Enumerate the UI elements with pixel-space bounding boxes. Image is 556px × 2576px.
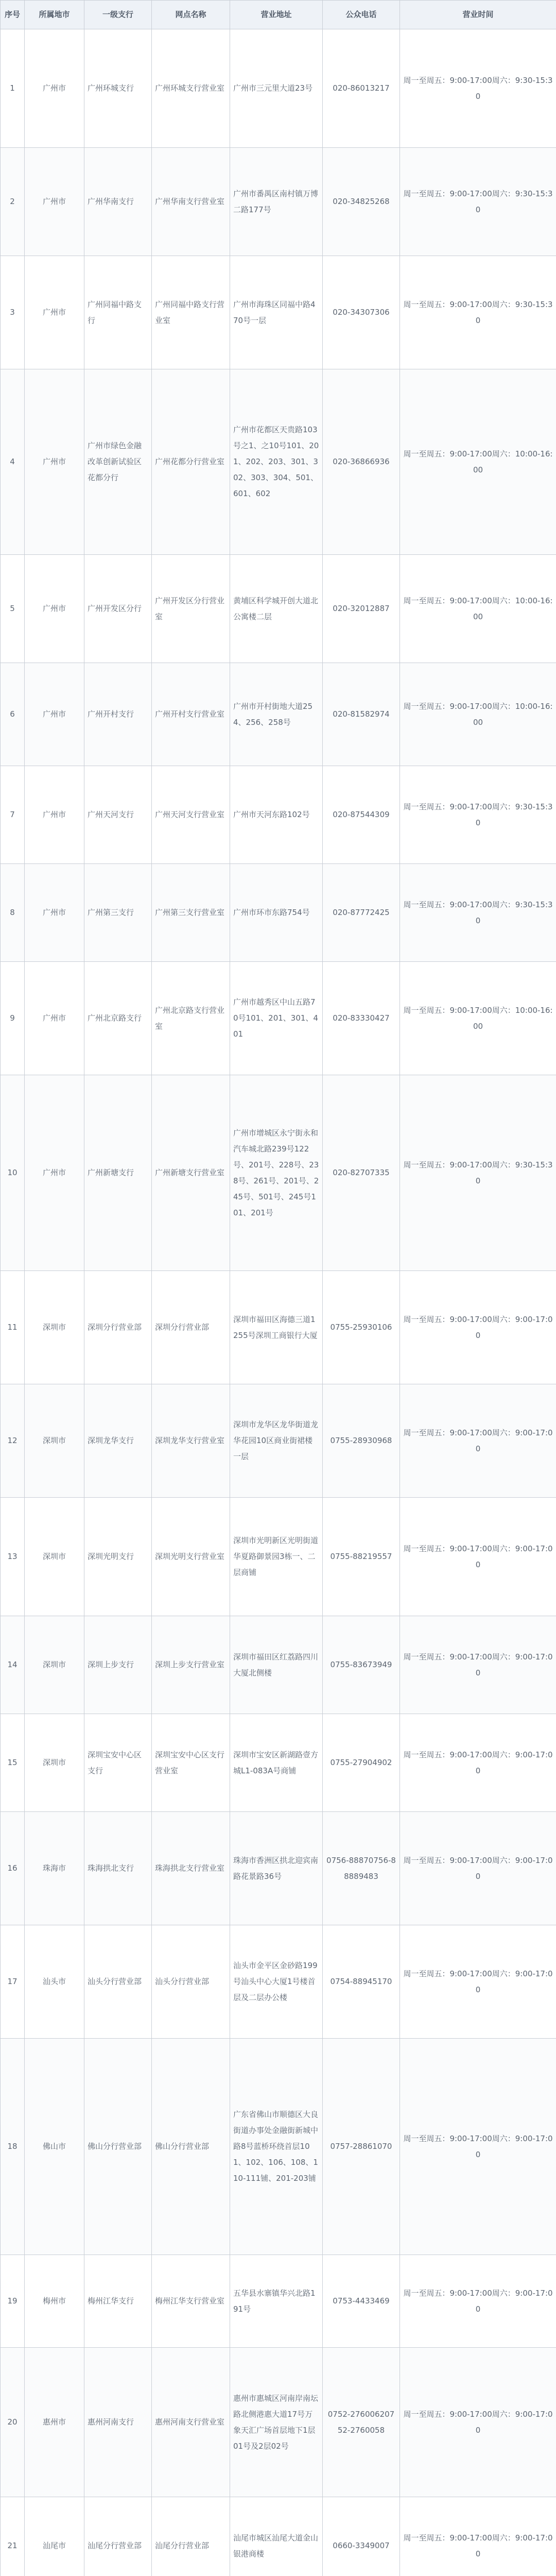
row-branch: 深圳光明支行 — [84, 1498, 152, 1616]
row-phone: 0755-27904902 — [323, 1714, 400, 1812]
row-city: 广州市 — [25, 663, 84, 766]
row-branch: 深圳上步支行 — [84, 1616, 152, 1714]
row-outlet: 广州开村支行营业室 — [152, 663, 230, 766]
row-address: 广州市增城区永宁街永和汽车城北路239号122号、201号、228号、238号、261号、201号、245号、501号、245号101、201号 — [230, 1075, 323, 1271]
row-number: 19 — [1, 2255, 25, 2348]
row-number: 10 — [1, 1075, 25, 1271]
row-number: 9 — [1, 962, 25, 1075]
row-city: 广州市 — [25, 1075, 84, 1271]
table-header-row — [1, 1, 556, 29]
row-outlet: 深圳龙华支行营业室 — [152, 1384, 230, 1498]
row-branch: 广州北京路支行 — [84, 962, 152, 1075]
row-phone: 020-83330427 — [323, 962, 400, 1075]
row-address: 深圳市福田区红荔路四川大厦北侧楼 — [230, 1616, 323, 1714]
row-hours: 周一至周五：9:00-17:00周六：9:30-15:30 — [400, 29, 556, 148]
table-row — [1, 962, 556, 1075]
row-phone: 020-87772425 — [323, 864, 400, 962]
row-number: 1 — [1, 29, 25, 148]
row-branch: 广州市绿色金融改革创新试验区花都分行 — [84, 369, 152, 555]
header-city: 所属地市 — [25, 1, 84, 29]
row-hours: 周一至周五：9:00-17:00周六：9:30-15:30 — [400, 1075, 556, 1271]
row-address: 深圳市光明新区光明街道华夏路御景园3栋一、二层商铺 — [230, 1498, 323, 1616]
row-address: 珠海市香洲区拱北迎宾南路花景路36号 — [230, 1812, 323, 1925]
row-phone: 020-86013217 — [323, 29, 400, 148]
row-phone: 0756-88870756-88889483 — [323, 1812, 400, 1925]
row-branch: 广州第三支行 — [84, 864, 152, 962]
row-branch: 梅州江华支行 — [84, 2255, 152, 2348]
row-hours: 周一至周五：9:00-17:00周六：9:00-17:00 — [400, 1384, 556, 1498]
row-number: 15 — [1, 1714, 25, 1812]
row-hours: 周一至周五：9:00-17:00周六：9:00-17:00 — [400, 2255, 556, 2348]
table-row — [1, 2497, 556, 2576]
row-hours: 周一至周五：9:00-17:00周六：9:00-17:00 — [400, 1616, 556, 1714]
row-branch: 汕头分行营业部 — [84, 1925, 152, 2039]
row-phone: 0753-4433469 — [323, 2255, 400, 2348]
row-address: 广州市环市东路754号 — [230, 864, 323, 962]
row-number: 12 — [1, 1384, 25, 1498]
row-city: 深圳市 — [25, 1384, 84, 1498]
row-outlet: 广州花都分行营业室 — [152, 369, 230, 555]
row-hours: 周一至周五：9:00-17:00周六：9:30-15:30 — [400, 864, 556, 962]
row-phone: 020-34307306 — [323, 256, 400, 369]
row-hours: 周一至周五：9:00-17:00周六：9:30-15:30 — [400, 256, 556, 369]
row-outlet: 汕头分行营业部 — [152, 1925, 230, 2039]
row-branch: 广州同福中路支行 — [84, 256, 152, 369]
header-hours: 营业时间 — [400, 1, 556, 29]
row-outlet: 广州同福中路支行营业室 — [152, 256, 230, 369]
row-number: 11 — [1, 1271, 25, 1384]
row-phone: 020-87544309 — [323, 766, 400, 864]
row-branch: 深圳宝安中心区支行 — [84, 1714, 152, 1812]
row-hours: 周一至周五：9:00-17:00周六：9:00-17:00 — [400, 1271, 556, 1384]
row-address: 五华县水寨镇华兴北路191号 — [230, 2255, 323, 2348]
row-city: 珠海市 — [25, 1812, 84, 1925]
row-hours: 周一至周五：9:00-17:00周六：9:00-17:00 — [400, 2039, 556, 2255]
row-outlet: 广州开发区分行营业室 — [152, 555, 230, 663]
header-outlet: 网点名称 — [152, 1, 230, 29]
table-row — [1, 864, 556, 962]
row-city: 广州市 — [25, 256, 84, 369]
row-city: 广州市 — [25, 148, 84, 256]
row-city: 广州市 — [25, 29, 84, 148]
row-city: 汕头市 — [25, 1925, 84, 2039]
row-outlet: 惠州河南支行营业室 — [152, 2348, 230, 2497]
row-hours: 周一至周五：9:00-17:00周六：9:30-15:30 — [400, 148, 556, 256]
header-no: 序号 — [1, 1, 25, 29]
table-row — [1, 663, 556, 766]
row-branch: 广州新塘支行 — [84, 1075, 152, 1271]
row-city: 梅州市 — [25, 2255, 84, 2348]
table-row — [1, 2255, 556, 2348]
row-city: 深圳市 — [25, 1714, 84, 1812]
row-branch: 广州开村支行 — [84, 663, 152, 766]
row-city: 广州市 — [25, 962, 84, 1075]
row-number: 6 — [1, 663, 25, 766]
row-hours: 周一至周五：9:00-17:00周六：10:00-16:00 — [400, 663, 556, 766]
row-city: 广州市 — [25, 369, 84, 555]
row-outlet: 广州华南支行营业室 — [152, 148, 230, 256]
row-city: 广州市 — [25, 555, 84, 663]
row-phone: 020-34825268 — [323, 148, 400, 256]
row-address: 广州市三元里大道23号 — [230, 29, 323, 148]
row-outlet: 深圳分行营业部 — [152, 1271, 230, 1384]
table-row — [1, 1925, 556, 2039]
header-phone: 公众电话 — [323, 1, 400, 29]
row-hours: 周一至周五：9:00-17:00周六：9:00-17:00 — [400, 2348, 556, 2497]
row-number: 20 — [1, 2348, 25, 2497]
row-address: 深圳市福田区海德三道1255号深圳工商银行大厦 — [230, 1271, 323, 1384]
table-row — [1, 1714, 556, 1812]
row-phone: 020-81582974 — [323, 663, 400, 766]
row-outlet: 汕尾分行营业部 — [152, 2497, 230, 2576]
row-address: 广东省佛山市顺德区大良街道办事处金融街新城中路8号蓝桥环绕首层101、102、106、108、110-111铺、201-203铺 — [230, 2039, 323, 2255]
table-row — [1, 766, 556, 864]
row-number: 13 — [1, 1498, 25, 1616]
table-row — [1, 1812, 556, 1925]
row-branch: 广州天河支行 — [84, 766, 152, 864]
row-address: 广州市花都区天贵路103号之1、之10号101、201、202、203、301、302、303、304、501、601、602 — [230, 369, 323, 555]
table-row — [1, 1498, 556, 1616]
row-number: 14 — [1, 1616, 25, 1714]
row-number: 5 — [1, 555, 25, 663]
table-row — [1, 369, 556, 555]
row-address: 汕头市金平区金砂路199号汕头中心大厦1号楼首层及二层办公楼 — [230, 1925, 323, 2039]
table-row — [1, 1075, 556, 1271]
table-row — [1, 555, 556, 663]
row-number: 3 — [1, 256, 25, 369]
row-hours: 周一至周五：9:00-17:00周六：10:00-16:00 — [400, 369, 556, 555]
row-outlet: 广州环城支行营业室 — [152, 29, 230, 148]
row-hours: 周一至周五：9:00-17:00周六：9:00-17:00 — [400, 1812, 556, 1925]
row-hours: 周一至周五：9:00-17:00周六：9:00-17:00 — [400, 1925, 556, 2039]
row-outlet: 珠海拱北支行营业室 — [152, 1812, 230, 1925]
row-number: 8 — [1, 864, 25, 962]
row-phone: 0757-28861070 — [323, 2039, 400, 2255]
row-number: 7 — [1, 766, 25, 864]
row-phone: 0660-3349007 — [323, 2497, 400, 2576]
row-hours: 周一至周五：9:00-17:00周六：9:00-17:00 — [400, 1714, 556, 1812]
row-phone: 0755-28930968 — [323, 1384, 400, 1498]
table-body — [1, 29, 556, 2576]
row-phone: 0755-25930106 — [323, 1271, 400, 1384]
row-outlet: 深圳上步支行营业室 — [152, 1616, 230, 1714]
row-city: 汕尾市 — [25, 2497, 84, 2576]
row-address: 广州市越秀区中山五路70号101、201、301、401 — [230, 962, 323, 1075]
row-address: 广州市海珠区同福中路470号一层 — [230, 256, 323, 369]
table-row — [1, 2039, 556, 2255]
row-address: 广州市天河东路102号 — [230, 766, 323, 864]
row-number: 16 — [1, 1812, 25, 1925]
row-city: 广州市 — [25, 766, 84, 864]
row-branch: 汕尾分行营业部 — [84, 2497, 152, 2576]
table-row — [1, 29, 556, 148]
row-hours: 周一至周五：9:00-17:00周六：10:00-16:00 — [400, 962, 556, 1075]
row-outlet: 深圳宝安中心区支行营业室 — [152, 1714, 230, 1812]
row-phone: 020-36866936 — [323, 369, 400, 555]
row-branch: 佛山分行营业部 — [84, 2039, 152, 2255]
row-phone: 020-32012887 — [323, 555, 400, 663]
row-phone: 0755-83673949 — [323, 1616, 400, 1714]
row-city: 深圳市 — [25, 1498, 84, 1616]
header-address: 营业地址 — [230, 1, 323, 29]
row-outlet: 佛山分行营业部 — [152, 2039, 230, 2255]
row-branch: 广州环城支行 — [84, 29, 152, 148]
table-row — [1, 1384, 556, 1498]
row-city: 深圳市 — [25, 1271, 84, 1384]
row-outlet: 广州天河支行营业室 — [152, 766, 230, 864]
row-branch: 广州华南支行 — [84, 148, 152, 256]
row-number: 21 — [1, 2497, 25, 2576]
table-row — [1, 256, 556, 369]
row-address: 汕尾市城区汕尾大道金山银港商楼 — [230, 2497, 323, 2576]
row-city: 广州市 — [25, 864, 84, 962]
row-number: 4 — [1, 369, 25, 555]
table-row — [1, 1271, 556, 1384]
row-phone: 0755-88219557 — [323, 1498, 400, 1616]
row-hours: 周一至周五：9:00-17:00周六：9:30-15:30 — [400, 766, 556, 864]
row-outlet: 梅州江华支行营业室 — [152, 2255, 230, 2348]
row-city: 深圳市 — [25, 1616, 84, 1714]
row-outlet: 广州北京路支行营业室 — [152, 962, 230, 1075]
row-city: 惠州市 — [25, 2348, 84, 2497]
row-phone: 0752-27600620752-2760058 — [323, 2348, 400, 2497]
row-branch: 深圳龙华支行 — [84, 1384, 152, 1498]
row-number: 18 — [1, 2039, 25, 2255]
row-address: 深圳市龙华区龙华街道龙华花园10区商业街裙楼一层 — [230, 1384, 323, 1498]
row-branch: 珠海拱北支行 — [84, 1812, 152, 1925]
row-phone: 020-82707335 — [323, 1075, 400, 1271]
table-row — [1, 2348, 556, 2497]
row-outlet: 广州第三支行营业室 — [152, 864, 230, 962]
row-outlet: 深圳光明支行营业室 — [152, 1498, 230, 1616]
row-branch: 惠州河南支行 — [84, 2348, 152, 2497]
table-row — [1, 1616, 556, 1714]
row-hours: 周一至周五：9:00-17:00周六：9:00-17:00 — [400, 1498, 556, 1616]
row-city: 佛山市 — [25, 2039, 84, 2255]
row-address: 广州市开村街地大道254、256、258号 — [230, 663, 323, 766]
table-row — [1, 148, 556, 256]
row-branch: 广州开发区分行 — [84, 555, 152, 663]
row-address: 惠州市惠城区河南岸南坛路北侧港惠大道17号万象天汇广场首层地下1层01号及2层02号 — [230, 2348, 323, 2497]
header-branch: 一级支行 — [84, 1, 152, 29]
row-number: 17 — [1, 1925, 25, 2039]
row-number: 2 — [1, 148, 25, 256]
row-address: 广州市番禺区南村镇万博二路177号 — [230, 148, 323, 256]
row-hours: 周一至周五：9:00-17:00周六：10:00-16:00 — [400, 555, 556, 663]
row-branch: 深圳分行营业部 — [84, 1271, 152, 1384]
row-phone: 0754-88945170 — [323, 1925, 400, 2039]
row-address: 深圳市宝安区新湖路壹方城L1-083A号商铺 — [230, 1714, 323, 1812]
row-address: 黄埔区科学城开创大道北公寓楼二层 — [230, 555, 323, 663]
row-outlet: 广州新塘支行营业室 — [152, 1075, 230, 1271]
row-hours: 周一至周五：9:00-17:00周六：9:00-17:00 — [400, 2497, 556, 2576]
